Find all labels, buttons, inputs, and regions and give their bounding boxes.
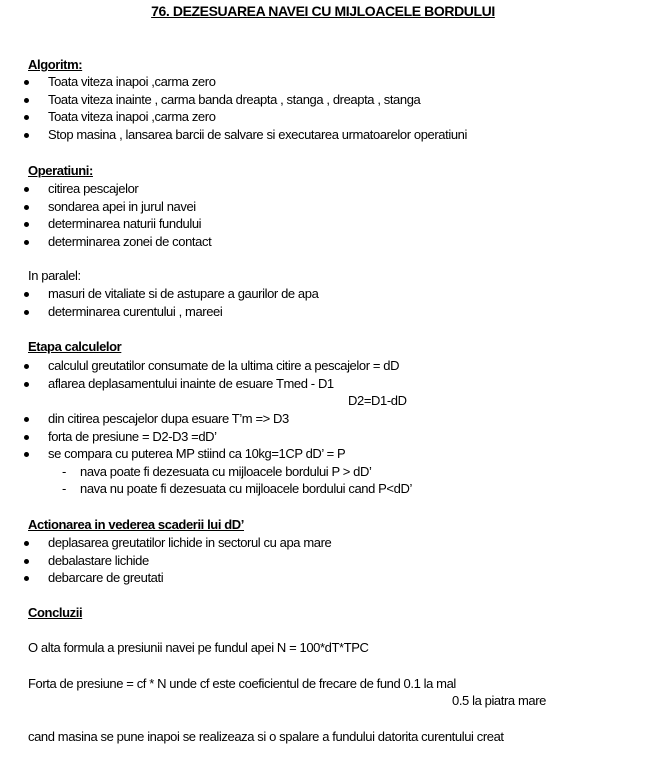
algoritm-list [0, 73, 646, 143]
operatiuni-list [0, 180, 646, 250]
list-item: - nava poate fi dezesuata cu mijloacele bordului P > dD’ [62, 464, 372, 479]
paralel-label: In paralel: [28, 268, 81, 283]
list-item: calculul greutatilor consumate de la ultima citire a pescajelor = dD [0, 357, 646, 375]
list-item: Toata viteza inainte , carma banda dreapta , stanga , dreapta , stanga [0, 91, 646, 109]
bullet-icon [24, 187, 29, 192]
dash-marker: - [62, 464, 66, 479]
list-item: determinarea naturii fundului [0, 215, 646, 233]
list-item: determinarea zonei de contact [0, 233, 646, 251]
bullet-icon [24, 310, 29, 315]
calcule-heading: Etapa calculelor [28, 339, 122, 354]
list-item: Stop masina , lansarea barcii de salvare si executarea urmatoarelor operatiuni [0, 126, 646, 144]
list-item: masuri de vitaliate si de astupare a gaurilor de apa [0, 285, 646, 303]
list-item: debalastare lichide [0, 552, 646, 570]
list-item: deplasarea greutatilor lichide in sectorul cu apa mare [0, 534, 646, 552]
bullet-icon [24, 382, 29, 387]
bullet-icon [24, 364, 29, 369]
list-item: aflarea deplasamentului inainte de esuare Tmed - D1 [0, 375, 646, 393]
bullet-icon [24, 133, 29, 138]
calcule-list-2 [0, 410, 646, 463]
bullet-icon [24, 98, 29, 103]
actionarea-heading: Actionarea in vederea scaderii lui dD’ [28, 517, 245, 532]
bullet-icon [24, 435, 29, 440]
concluzii-heading: Concluzii [28, 605, 83, 620]
bullet-icon [24, 80, 29, 85]
bullet-icon [24, 292, 29, 297]
bullet-icon [24, 576, 29, 581]
list-item: din citirea pescajelor dupa esuare T’m => D3 [0, 410, 646, 428]
bullet-icon [24, 205, 29, 210]
presiune-formula: O alta formula a presiunii navei pe fundul apei N = 100*dT*TPC [28, 640, 369, 655]
list-item: se compara cu puterea MP stiind ca 10kg=1CP dD’ = P [0, 445, 646, 463]
bullet-icon [24, 541, 29, 546]
list-item: debarcare de greutati [0, 569, 646, 587]
document-title: 76. DEZESUAREA NAVEI CU MIJLOACELE BORDULUI [151, 3, 495, 19]
bullet-icon [24, 115, 29, 120]
paralel-list [0, 285, 646, 320]
list-item: citirea pescajelor [0, 180, 646, 198]
list-item: Toata viteza inapoi ,carma zero [0, 108, 646, 126]
bullet-icon [24, 222, 29, 227]
list-item: Toata viteza inapoi ,carma zero [0, 73, 646, 91]
calcule-list-1 [0, 357, 646, 392]
list-item: forta de presiune = D2-D3 =dD’ [0, 428, 646, 446]
bullet-icon [24, 240, 29, 245]
dash-marker: - [62, 481, 66, 496]
bullet-icon [24, 417, 29, 422]
operatiuni-heading: Operatiuni: [28, 163, 93, 178]
bullet-icon [24, 452, 29, 457]
bullet-icon [24, 559, 29, 564]
forta-presiune-note: 0.5 la piatra mare [452, 693, 546, 708]
d2-formula-note: D2=D1-dD [348, 393, 407, 408]
algoritm-heading: Algoritm: [28, 57, 83, 72]
calcule-sublist [0, 463, 412, 497]
list-item: determinarea curentului , mareei [0, 303, 646, 321]
forta-presiune-text: Forta de presiune = cf * N unde cf este coeficientul de frecare de fund 0.1 la mal [28, 676, 456, 691]
actionarea-list [0, 534, 646, 587]
list-item: sondarea apei in jurul navei [0, 198, 646, 216]
final-remark: cand masina se pune inapoi se realizeaza si o spalare a fundului datorita curentului creat [28, 729, 504, 744]
list-item: - nava nu poate fi dezesuata cu mijloacele bordului cand P<dD’ [62, 481, 412, 496]
